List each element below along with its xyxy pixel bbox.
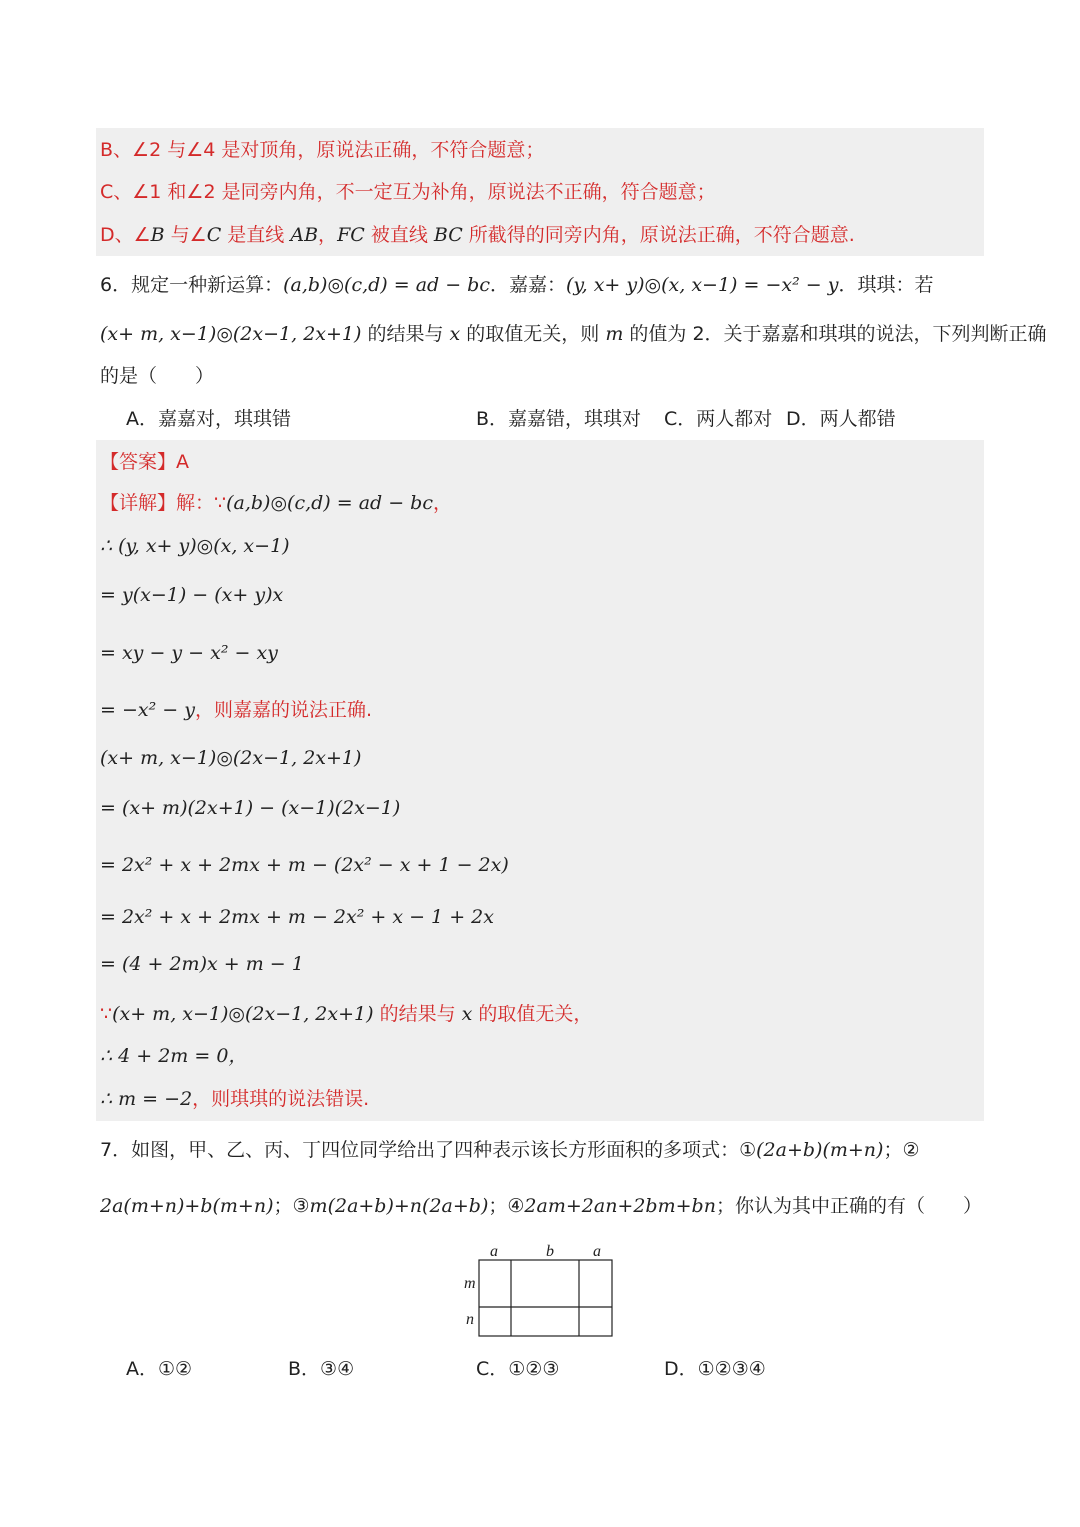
jiajia-expression: (y, x+ y)◎(x, x−1) = −x² − y <box>566 274 839 296</box>
q6-option-a[interactable]: A．嘉嘉对，琪琪错 <box>126 408 291 430</box>
q5-option-d-explanation: D、∠B 与∠C 是直线 AB，FC 被直线 BC 所截得的同旁内角，原说法正确，不符合题意. <box>100 224 855 246</box>
q6-stem-line3: 的是（ ） <box>100 365 215 387</box>
q5-option-c-explanation: C、∠1 和∠2 是同旁内角，不一定互为补角，原说法不正确，符合题意； <box>100 181 716 203</box>
q7-option-a[interactable]: A．①② <box>126 1358 193 1380</box>
q6-step-1: ∴ (y, x+ y)◎(x, x−1) <box>100 535 290 557</box>
rectangle-grid <box>478 1259 614 1339</box>
q6-stem-line1: 6．规定一种新运算：(a,b)◎(c,d) = ad − bc．嘉嘉：(y, x+ y)◎(x, x−1) = −x² − y．琪琪：若 <box>100 274 934 296</box>
q6-detail-line: 【详解】解：∵(a,b)◎(c,d) = ad − bc， <box>100 492 453 514</box>
q6-option-b[interactable]: B．嘉嘉错，琪琪对 <box>476 408 642 430</box>
q6-stem-line2: (x+ m, x−1)◎(2x−1, 2x+1) 的结果与 x 的取值无关，则 m 的值为 2．关于嘉嘉和琪琪的说法，下列判断正确 <box>100 323 1047 345</box>
q6-step-7: = 2x² + x + 2mx + m − (2x² − x + 1 − 2x) <box>100 854 509 876</box>
q6-option-c[interactable]: C．两人都对 <box>664 408 773 430</box>
diagram-label-n: n <box>466 1311 474 1328</box>
diagram-label-m: m <box>464 1275 476 1292</box>
q6-step-5: (x+ m, x−1)◎(2x−1, 2x+1) <box>100 747 362 769</box>
q6-therefore-2: ∴ m = −2，则琪琪的说法错误. <box>100 1088 370 1110</box>
q7-option-d[interactable]: D．①②③④ <box>664 1358 766 1380</box>
q6-answer: 【答案】A <box>100 451 189 473</box>
new-operation-definition: (a,b)◎(c,d) = ad − bc <box>283 274 490 296</box>
q6-option-d[interactable]: D．两人都错 <box>786 408 896 430</box>
qiqi-expression: (x+ m, x−1)◎(2x−1, 2x+1) <box>100 323 362 345</box>
q6-therefore-1: ∴ 4 + 2m = 0， <box>100 1045 248 1067</box>
q6-because-line: ∵(x+ m, x−1)◎(2x−1, 2x+1) 的结果与 x 的取值无关， <box>100 1003 593 1025</box>
q7-option-b[interactable]: B．③④ <box>288 1358 355 1380</box>
q6-step-4: = −x² − y，则嘉嘉的说法正确. <box>100 699 372 721</box>
q6-step-9: = (4 + 2m)x + m − 1 <box>100 953 304 975</box>
q6-step-6: = (x+ m)(2x+1) − (x−1)(2x−1) <box>100 797 401 819</box>
q7-option-c[interactable]: C．①②③ <box>476 1358 560 1380</box>
diagram-label-a-left: a <box>490 1243 498 1260</box>
q6-step-2: = y(x−1) − (x+ y)x <box>100 584 284 606</box>
diagram-label-a-right: a <box>593 1243 601 1260</box>
diagram-label-b: b <box>546 1243 554 1260</box>
q6-step-8: = 2x² + x + 2mx + m − 2x² + x − 1 + 2x <box>100 906 494 928</box>
q6-step-3: = xy − y − x² − xy <box>100 642 278 664</box>
q5-option-b-explanation: B、∠2 与∠4 是对顶角，原说法正确，不符合题意； <box>100 139 545 161</box>
q7-stem-line2: 2a(m+n)+b(m+n)；③m(2a+b)+n(2a+b)；④2am+2an+2bm+bn；你认为其中正确的有（ ） <box>100 1195 982 1217</box>
q7-stem-line1: 7．如图，甲、乙、丙、丁四位同学给出了四种表示该长方形面积的多项式：①(2a+b)(m+n)；② <box>100 1139 920 1161</box>
